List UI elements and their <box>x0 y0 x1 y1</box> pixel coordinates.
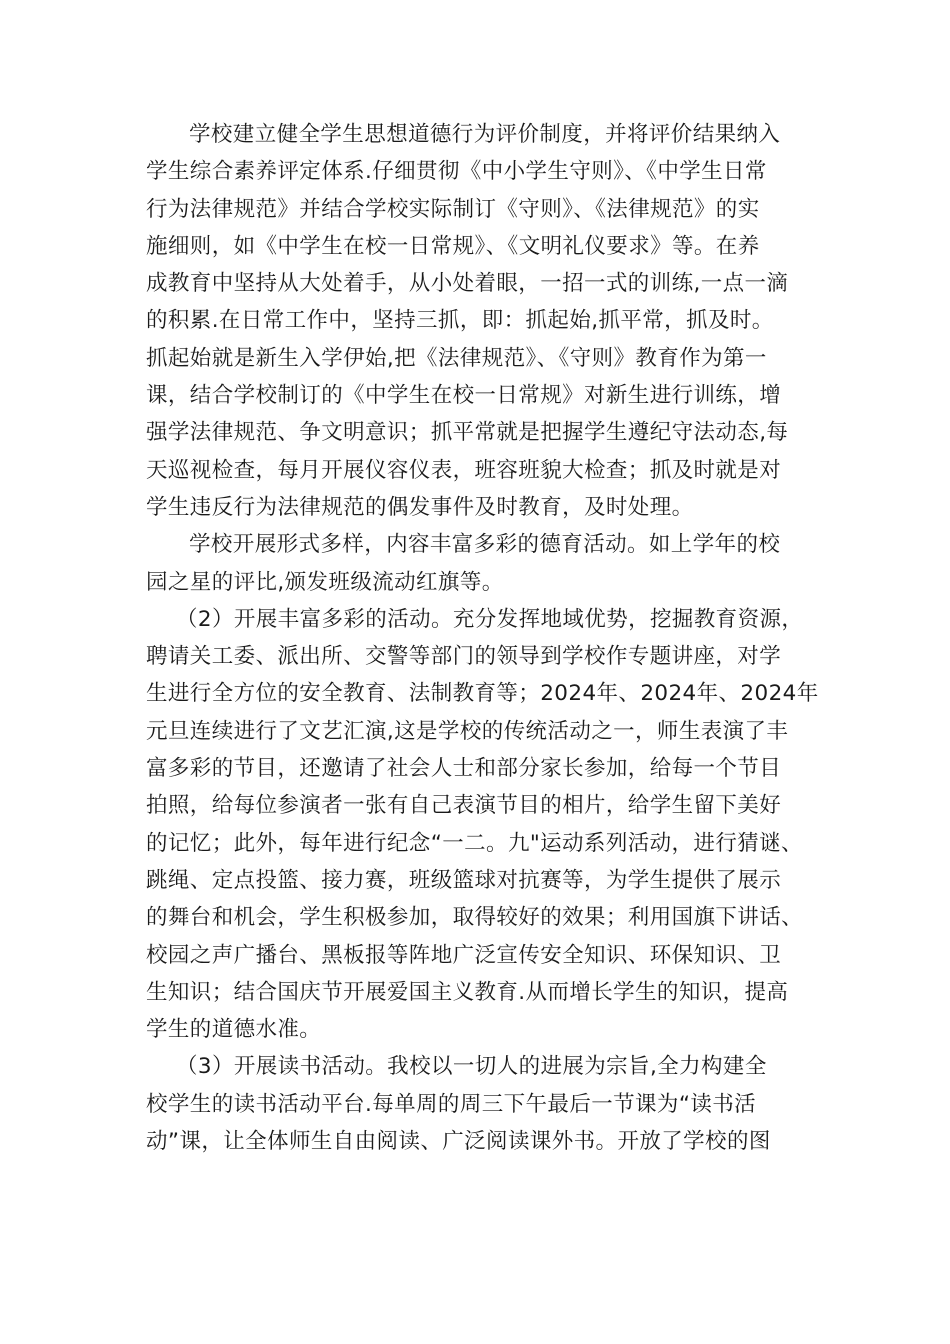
paragraph-reading-activities <box>146 1048 826 1160</box>
text-line: 的记忆；此外，每年进行纪念“一二。九"运动系列活动，进行猜谜、 <box>146 830 803 856</box>
text-line: 园之星的评比,颁发班级流动红旗等。 <box>146 569 504 595</box>
text-line: 学生违反行为法律规范的偶发事件及时教育，及时处理。 <box>146 494 694 520</box>
text-line: 元旦连续进行了文艺汇演,这是学校的传统活动之一，师生表演了丰 <box>146 718 789 744</box>
text-line: 学校开展形式多样，内容丰富多彩的德育活动。如上学年的校 <box>189 532 781 558</box>
paragraph-evaluation-system <box>146 116 826 526</box>
text-line: 生进行全方位的安全教育、法制教育等；2024年、2024年、2024年 <box>146 681 819 707</box>
text-line: 学生综合素养评定体系.仔细贯彻《中小学生守则》、《中学生日常 <box>146 159 767 185</box>
text-line: 校学生的读书活动平台.每单周的周三下午最后一节课为“读书活 <box>146 1091 757 1117</box>
text-line: 动”课，让全体师生自由阅读、广泛阅读课外书。开放了学校的图 <box>146 1129 771 1155</box>
text-line: 拍照，给每位参演者一张有自己表演节目的相片，给学生留下美好 <box>146 793 782 819</box>
text-line: 成教育中坚持从大处着手，从小处着眼，一招一式的训练,一点一滴 <box>146 271 789 297</box>
text-line: 的积累.在日常工作中，坚持三抓，即：抓起始,抓平常，抓及时。 <box>146 308 774 334</box>
text-line: 施细则，如《中学生在校一日常规》、《文明礼仪要求》等。在养 <box>146 233 760 259</box>
text-line: 富多彩的节目，还邀请了社会人士和部分家长参加，给每一个节目 <box>146 756 782 782</box>
text-line: 校园之声广播台、黑板报等阵地广泛宣传安全知识、环保知识、卫 <box>146 942 782 968</box>
text-line: 生知识；结合国庆节开展爱国主义教育.从而增长学生的知识，提高 <box>146 979 789 1005</box>
paragraph-moral-activities <box>146 526 826 601</box>
text-line: 天巡视检查，每月开展仪容仪表，班容班貌大检查；抓及时就是对 <box>146 457 782 483</box>
text-line: 聘请关工委、派出所、交警等部门的领导到学校作专题讲座，对学 <box>146 644 782 670</box>
document-body <box>146 116 826 1160</box>
text-line: 强学法律规范、争文明意识；抓平常就是把握学生遵纪守法动态,每 <box>146 420 789 446</box>
text-line: 行为法律规范》并结合学校实际制订《守则》、《法律规范》的实 <box>146 196 760 222</box>
text-line: 抓起始就是新生入学伊始,把《法律规范》、《守则》教育作为第一 <box>146 345 767 371</box>
text-line: 课，结合学校制订的《中学生在校一日常规》对新生进行训练，增 <box>146 383 782 409</box>
paragraph-rich-activities <box>146 601 826 1049</box>
text-line: （2）开展丰富多彩的活动。充分发挥地域优势，挖掘教育资源， <box>176 606 804 632</box>
text-line: 跳绳、定点投篮、接力赛，班级篮球对抗赛等，为学生提供了展示 <box>146 867 782 893</box>
text-line: 学生的道德水准。 <box>146 1017 322 1043</box>
text-line: 的舞台和机会，学生积极参加，取得较好的效果；利用国旗下讲话、 <box>146 905 804 931</box>
text-line: 学校建立健全学生思想道德行为评价制度，并将评价结果纳入 <box>189 122 781 147</box>
text-line: （3）开展读书活动。我校以一切人的进展为宗旨,全力构建全 <box>176 1054 767 1080</box>
